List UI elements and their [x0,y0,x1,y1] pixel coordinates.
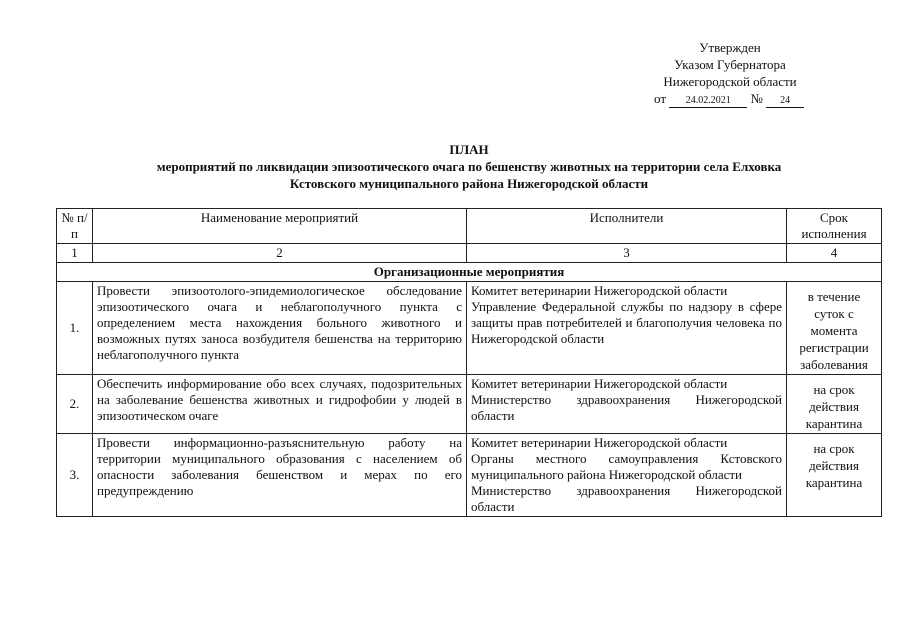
approval-stamp [620,39,840,108]
executor: Комитет ветеринарии Нижегородской области [471,435,728,450]
table-index-row [57,244,882,263]
executor: Управление Федеральной службы по надзору в сфере защиты прав потребителей и благополучия человека по Нижегородской области [471,299,782,346]
row-executors [467,434,787,517]
executor: Органы местного самоуправления Кстовского муниципального района Нижегородской области [471,451,782,482]
approval-ot-label: от [654,91,667,106]
index-4: 4 [787,244,882,263]
header-name: Наименование мероприятий [93,209,467,244]
plan-table [56,208,882,517]
executor: Комитет ветеринарии Нижегородской области [471,283,728,298]
row-number: 3. [57,434,93,517]
approval-line-2: Указом Губернатора [674,57,786,72]
table-row [57,282,882,375]
approval-number-label: № [750,91,763,106]
row-measure: Провести информационно-разъяснительную работу на территории муниципального образования с населением об опасности заболевания бешенством и мерах по его предупреждению [93,434,467,517]
header-exec: Исполнители [467,209,787,244]
approval-line-1: Утвержден [699,40,761,55]
approval-date-line [620,90,840,108]
row-number: 2. [57,375,93,434]
row-measure: Обеспечить информирование обо всех случаях, подозрительных на заболевание бешенства животных и гидрофобии у людей в эпизоотическом очаге [93,375,467,434]
section-title: Организационные мероприятия [57,263,882,282]
executor: Министерство здравоохранения Нижегородской области [471,392,782,423]
approval-line-3: Нижегородской области [663,74,797,89]
row-executors [467,375,787,434]
row-term: на срок действия карантина [787,375,882,434]
table-row [57,375,882,434]
table-row [57,434,882,517]
document-subtitle-line-2: Кстовского муниципального района Нижегородской области [289,176,649,191]
approval-number: 24 [766,95,804,108]
row-executors [467,282,787,375]
row-term: в течение суток с момента регистрации заболевания [787,282,882,375]
header-term: Срок исполнения [787,209,882,244]
index-3: 3 [467,244,787,263]
document-heading [56,141,882,192]
executor: Министерство здравоохранения Нижегородской области [471,483,782,514]
executor: Комитет ветеринарии Нижегородской области [471,376,728,391]
index-2: 2 [93,244,467,263]
row-measure: Провести эпизоотолого-эпидемиологическое обследование эпизоотического очага и неблагополучного пункта с определением места нахождения больного животного и возможных путях заноса возбудителя бешенства на территорию неблагополучного пункта [93,282,467,375]
approval-date: 24.02.2021 [669,95,747,108]
document-subtitle-line-1: мероприятий по ликвидации эпизоотического очага по бешенству животных на территории села Елховка [156,159,782,174]
table-header-row [57,209,882,244]
row-number: 1. [57,282,93,375]
header-num: № п/п [57,209,93,244]
index-1: 1 [57,244,93,263]
row-term: на срок действия карантина [787,434,882,517]
document-title: ПЛАН [449,142,489,157]
section-row [57,263,882,282]
